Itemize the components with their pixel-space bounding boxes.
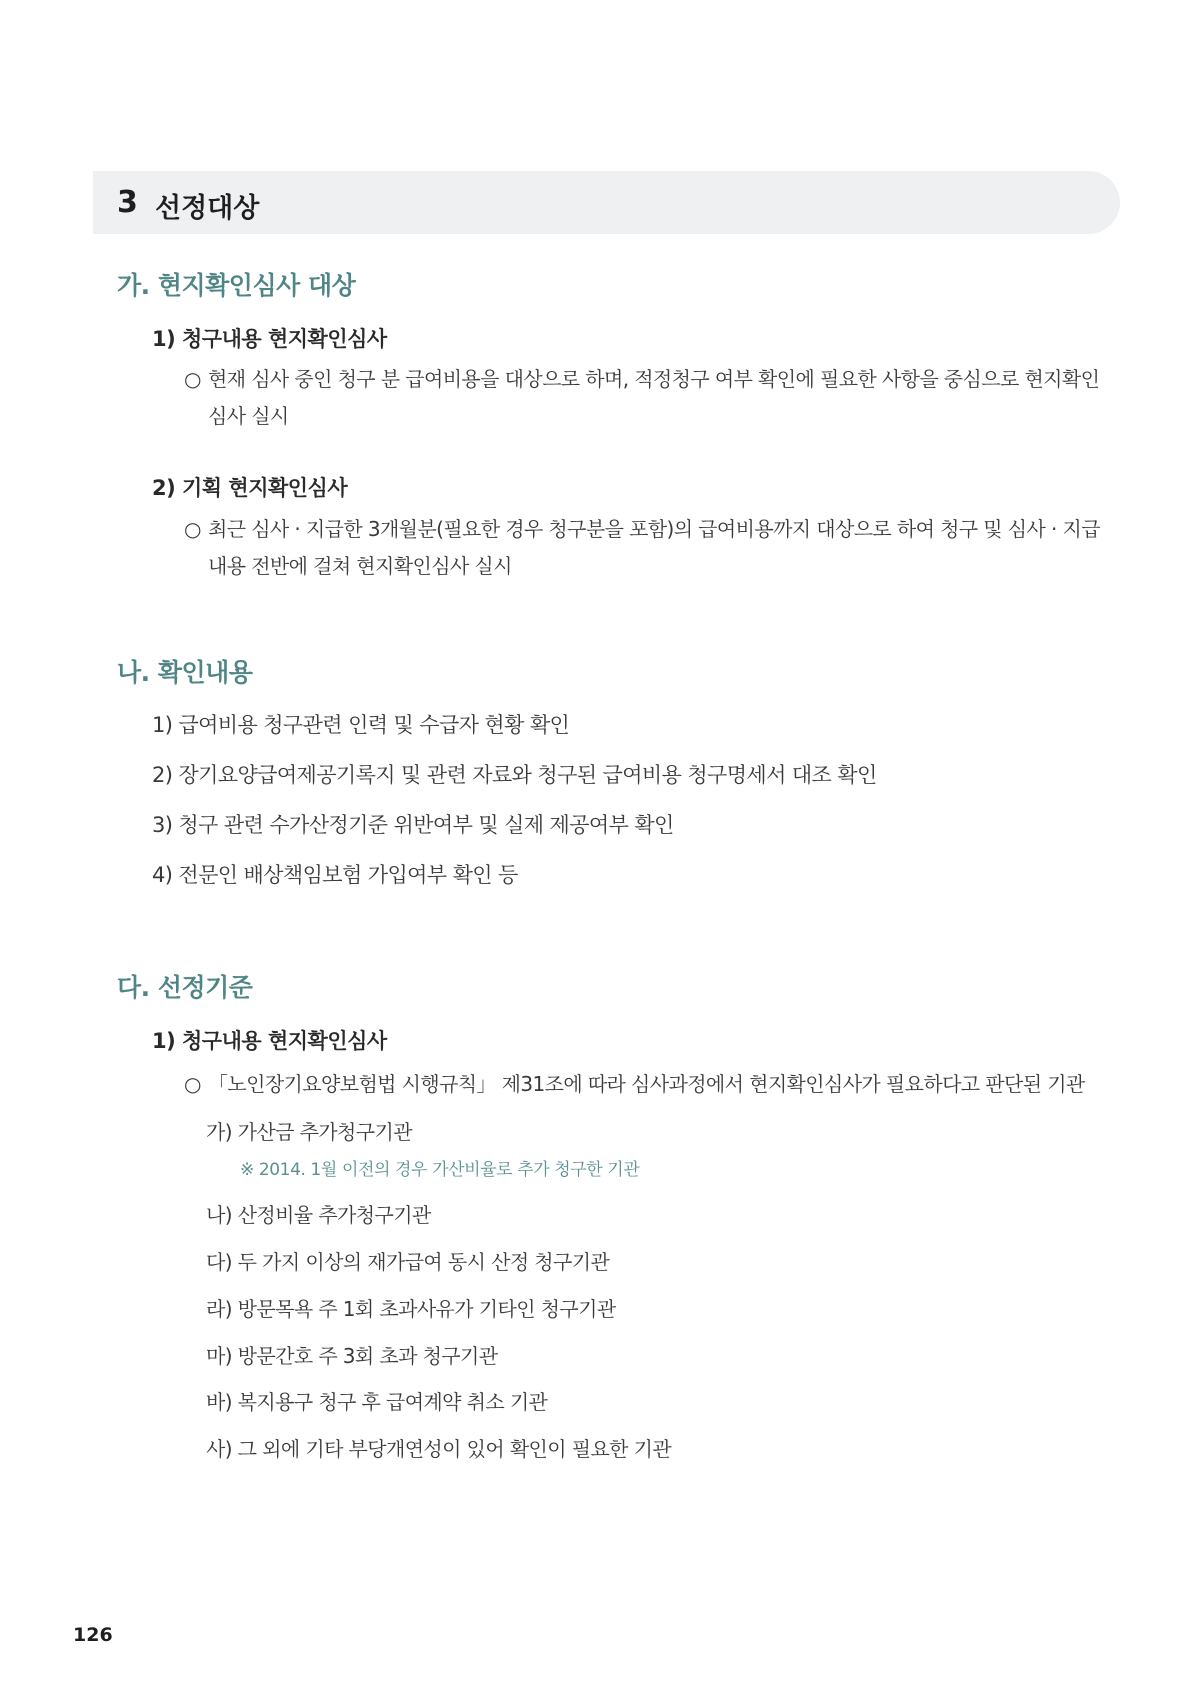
section-title: 선정대상 xyxy=(155,193,260,224)
sub-list-item: 마) 방문간호 주 3회 초과 청구기관 xyxy=(206,1344,498,1368)
section-header-bar xyxy=(93,171,1120,234)
sub-list-item: 사) 그 외에 기타 부당개연성이 있어 확인이 필요한 기관 xyxy=(206,1437,672,1461)
item-heading-da-1: 1) 청구내용 현지확인심사 xyxy=(152,1029,387,1053)
note-text: ※ 2014. 1월 이전의 경우 가산비율로 추가 청구한 기관 xyxy=(240,1160,640,1180)
item-heading-ga-2: 2) 기획 현지확인심사 xyxy=(152,476,348,500)
bullet-text: 최근 심사 · 지급한 3개월분(필요한 경우 청구분을 포함)의 급여비용까지 대상으로 하여 청구 및 심사 · 지급 내용 전반에 걸쳐 현지확인심사 실시 xyxy=(208,517,1100,578)
bullet-da-1 xyxy=(184,1066,1104,1103)
page-number: 126 xyxy=(73,1624,113,1646)
bullet-text: 「노인장기요양보험법 시행규칙」 제31조에 따라 심사과정에서 현지확인심사가 필요하다고 판단된 기관 xyxy=(208,1072,1085,1096)
bullet-ga-2 xyxy=(184,511,1104,585)
list-item: 3) 청구 관련 수가산정기준 위반여부 및 실제 제공여부 확인 xyxy=(152,813,674,837)
section-number: 3 xyxy=(117,185,138,220)
bullet-text: 현재 심사 중인 청구 분 급여비용을 대상으로 하며, 적정청구 여부 확인에 필요한 사항을 중심으로 현지확인심사 실시 xyxy=(208,367,1100,428)
sub-list-item: 라) 방문목욕 주 1회 초과사유가 기타인 청구기관 xyxy=(206,1297,616,1321)
subsection-heading-na: 나. 확인내용 xyxy=(117,658,253,687)
list-item: 1) 급여비용 청구관련 인력 및 수급자 현황 확인 xyxy=(152,713,570,737)
item-heading-ga-1: 1) 청구내용 현지확인심사 xyxy=(152,327,387,351)
subsection-heading-da: 다. 선정기준 xyxy=(117,973,253,1002)
list-item: 2) 장기요양급여제공기록지 및 관련 자료와 청구된 급여비용 청구명세서 대조 확인 xyxy=(152,763,877,787)
sub-list-item: 바) 복지용구 청구 후 급여계약 취소 기관 xyxy=(206,1390,548,1414)
circle-bullet-icon: ○ xyxy=(184,517,201,541)
sub-list-item: 다) 두 가지 이상의 재가급여 동시 산정 청구기관 xyxy=(206,1250,610,1274)
subsection-heading-ga: 가. 현지확인심사 대상 xyxy=(117,271,356,300)
sub-list-item: 나) 산정비율 추가청구기관 xyxy=(206,1203,431,1227)
bullet-ga-1 xyxy=(184,361,1104,435)
circle-bullet-icon: ○ xyxy=(184,367,201,391)
circle-bullet-icon: ○ xyxy=(184,1072,201,1096)
list-item: 4) 전문인 배상책임보험 가입여부 확인 등 xyxy=(152,863,518,887)
sub-list-item: 가) 가산금 추가청구기관 xyxy=(206,1120,412,1144)
